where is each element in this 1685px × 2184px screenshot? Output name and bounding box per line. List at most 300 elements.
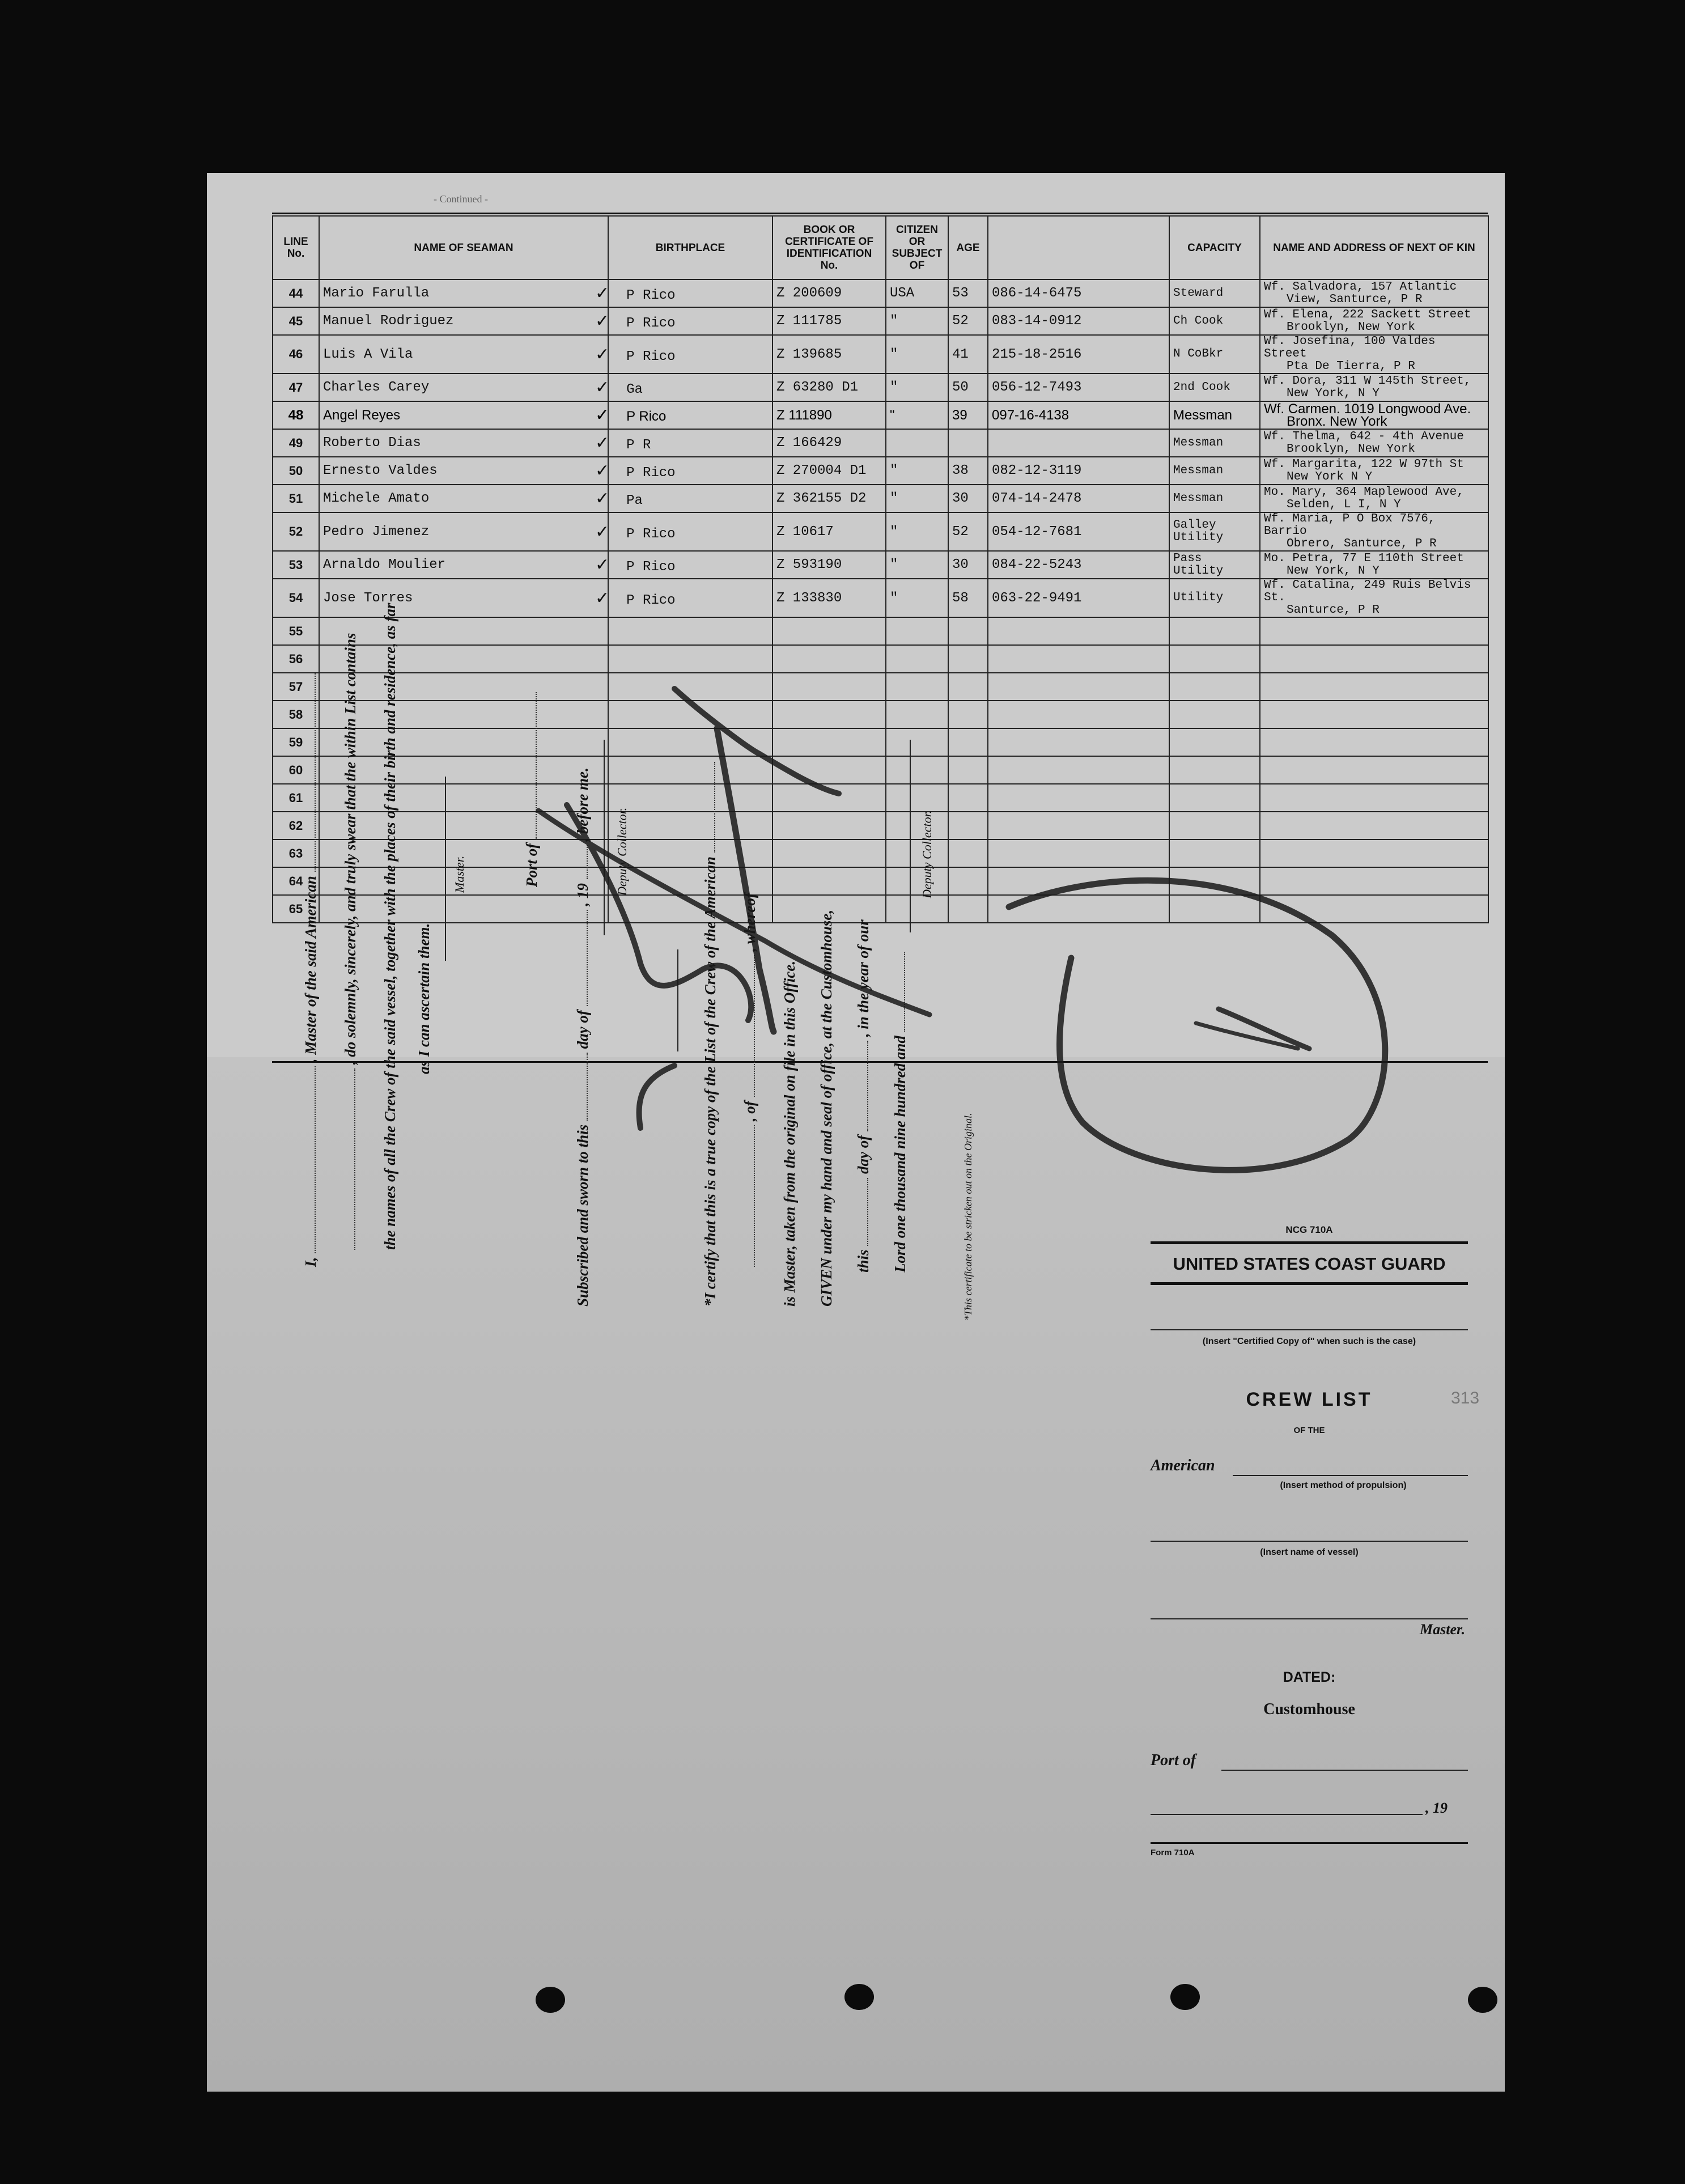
birthplace-cell [608,645,773,673]
birthplace-text: P Rico [626,559,676,575]
oath-port-of: Port of [523,692,541,887]
capacity-cell [1169,701,1260,728]
next-of-kin-cell [1260,756,1488,784]
age-cell [948,673,988,701]
table-row [273,579,1488,617]
certificate-number-cell: Z 139685 [773,335,886,374]
table-header-row [273,216,1488,279]
top-rule [272,213,1488,214]
form-code: NCG 710A [1285,1224,1333,1235]
check-mark-icon: ✓ [595,489,610,508]
kin-line-1: Wf. Elena, 222 Sackett Street [1264,308,1471,321]
cover-master-line [1151,1618,1468,1619]
kin-line-2: Obrero, Santurce, P R [1287,537,1437,550]
kin-line-2: New York, N Y [1287,564,1380,578]
age-cell: 38 [948,457,988,485]
capacity-cell: Messman [1169,429,1260,457]
punch-hole-4 [1468,1987,1497,2013]
citizenship-cell [886,784,948,812]
kin-line-2: Santurce, P R [1287,604,1380,617]
kin-line-1: Wf. Dora, 311 W 145th Street, [1264,374,1471,388]
cover-master-label: Master. [1420,1621,1466,1638]
ssn-cell [988,756,1169,784]
next-of-kin-cell [1260,812,1488,839]
propulsion-line [1233,1475,1468,1476]
seaman-name-cell [319,617,608,645]
kin-line-2: Selden, L I, N Y [1287,498,1401,511]
agency-name: UNITED STATES COAST GUARD [1173,1254,1446,1274]
seaman-name-cell: Roberto Dias [319,429,608,457]
age-cell: 50 [948,374,988,401]
seaman-name-cell [319,812,608,839]
check-mark-icon: ✓ [595,461,610,481]
age-cell [948,867,988,895]
header-book: BOOK OR CERTIFICATE OF IDENTIFICATION No. [773,216,886,279]
seaman-name-cell [319,645,608,673]
capacity-cell [1169,784,1260,812]
capacity-cell [1169,895,1260,923]
age-cell: 30 [948,485,988,512]
birthplace-text: P Rico [626,526,676,542]
line-number-cell: 49 [273,429,319,457]
citizenship-cell [886,673,948,701]
next-of-kin-cell [1260,728,1488,756]
check-mark-icon: ✓ [595,433,610,453]
seaman-name-cell [319,895,608,923]
age-cell [948,839,988,867]
age-cell [948,728,988,756]
ssn-cell: 054-12-7681 [988,512,1169,551]
certificate-number-cell [773,701,886,728]
birthplace-cell [608,617,773,645]
seaman-name-cell: Arnaldo Moulier [319,551,608,579]
seaman-name-cell [319,673,608,701]
citizenship-cell: " [886,457,948,485]
table-row [273,756,1488,784]
certificate-number-cell [773,839,886,867]
birthplace-text: P Rico [626,349,676,364]
next-of-kin-cell [1260,701,1488,728]
birthplace-cell [595,429,773,457]
check-mark-icon: ✓ [595,378,610,397]
next-of-kin-cell [1260,784,1488,812]
capacity-cell [1169,617,1260,645]
ssn-cell: 215-18-2516 [988,335,1169,374]
ssn-cell [988,429,1169,457]
ssn-cell [988,867,1169,895]
deputy-signature-line-1 [604,740,605,935]
capacity-cell: Messman [1169,485,1260,512]
crew-list-page [207,173,1505,2092]
table-row [273,895,1488,923]
table-row [273,279,1488,307]
birthplace-text: P R [626,438,651,453]
next-of-kin-cell [1260,645,1488,673]
capacity-cell: Galley Utility [1169,512,1260,551]
certificate-number-cell: Z 111890 [773,401,886,429]
citizenship-cell [886,617,948,645]
kin-line-2: Brooklyn, New York [1287,320,1415,334]
birthplace-cell [595,374,773,401]
seaman-name-cell: Jose Torres [319,579,608,617]
birthplace-cell [595,279,773,307]
header-birthplace: BIRTHPLACE [608,216,773,279]
ssn-cell [988,673,1169,701]
certificate-number-cell [773,673,886,701]
line-number-cell: 50 [273,457,319,485]
age-cell [948,812,988,839]
table-row [273,728,1488,756]
kin-line-1: Wf. Thelma, 642 - 4th Avenue [1264,430,1464,443]
age-cell: 39 [948,401,988,429]
capacity-cell [1169,867,1260,895]
seaman-name-cell: Luis A Vila [319,335,608,374]
certificate-number-cell [773,645,886,673]
seaman-name-cell: Pedro Jimenez [319,512,608,551]
insert-vessel-note: (Insert name of vessel) [1260,1547,1359,1557]
american-label: American [1151,1457,1215,1474]
citizenship-cell: " [886,485,948,512]
continued-label: - Continued - [434,193,488,205]
kin-line-2: Bronx. New York [1287,413,1387,429]
seaman-name-cell [319,728,608,756]
birthplace-cell [595,512,773,551]
punch-hole-2 [844,1984,874,2010]
birthplace-text: Pa [626,493,643,508]
cover-rule-end [1151,1842,1468,1844]
birthplace-cell [608,784,773,812]
page-number: 313 [1451,1389,1480,1407]
citizenship-cell [886,645,948,673]
kin-line-2: Pta De Tierra, P R [1287,360,1415,373]
table-row [273,485,1488,512]
seaman-name-cell [319,701,608,728]
birthplace-text: P Rico [626,288,676,303]
port-of-label: Port of [1151,1752,1196,1769]
table-row [273,812,1488,839]
master-signature-line [445,777,446,961]
line-number-cell: 51 [273,485,319,512]
ssn-cell: 063-22-9491 [988,579,1169,617]
ssn-cell [988,839,1169,867]
date-line [1151,1814,1423,1815]
next-of-kin-cell [1260,551,1488,579]
table-body [273,279,1488,923]
header-capacity: CAPACITY [1169,216,1260,279]
age-cell: 53 [948,279,988,307]
kin-line-1: Wf. Catalina, 249 Ruis Belvis St. [1264,579,1471,604]
next-of-kin-cell [1260,867,1488,895]
cover-panel [1151,1224,1480,2063]
header-age: AGE [948,216,988,279]
certificate-line-4: GIVEN under my hand and seal of office, at the Customhouse, [818,909,835,1307]
birthplace-cell [608,701,773,728]
table-row [273,784,1488,812]
line-number-cell: 65 [273,895,319,923]
birthplace-cell [595,307,773,335]
birthplace-cell [595,551,773,579]
certificate-number-cell: Z 593190 [773,551,886,579]
insert-method-note: (Insert method of propulsion) [1280,1481,1407,1490]
certificate-number-cell [773,617,886,645]
certificate-number-cell [773,728,886,756]
kin-line-2: View, Santurce, P R [1287,292,1423,306]
ssn-cell: 097-16-4138 [988,401,1169,429]
next-of-kin-cell [1260,895,1488,923]
capacity-cell: Pass Utility [1169,551,1260,579]
table-row [273,374,1488,401]
seaman-name-cell: Ernesto Valdes [319,457,608,485]
certificate-line-6: Lord one thousand nine hundred and [892,952,909,1273]
oath-master-label: Master. [452,855,466,893]
capacity-cell [1169,812,1260,839]
birthplace-cell [608,756,773,784]
cover-rule-top [1151,1241,1468,1244]
next-of-kin-cell [1260,512,1488,551]
birthplace-text: P Rico [626,409,667,424]
age-cell [948,645,988,673]
table-row [273,512,1488,551]
capacity-cell [1169,673,1260,701]
certificate-number-cell: Z 166429 [773,429,886,457]
insert-certified-note: (Insert "Certified Copy of" when such is the case) [1202,1337,1416,1346]
certificate-number-cell [773,867,886,895]
punch-hole-1 [536,1987,565,2013]
kin-line-1: Mo. Mary, 364 Maplewood Ave, [1264,485,1464,499]
check-mark-icon: ✓ [595,405,610,425]
age-cell [948,756,988,784]
header-line-no: LINE No. [273,216,319,279]
capacity-cell [1169,756,1260,784]
certificate-number-cell: Z 111785 [773,307,886,335]
certificate-number-cell: Z 270004 D1 [773,457,886,485]
dated-label: DATED: [1283,1669,1336,1685]
age-cell [948,895,988,923]
header-name: NAME OF SEAMAN [319,216,608,279]
line-number-cell: 62 [273,812,319,839]
certificate-number-cell: Z 63280 D1 [773,374,886,401]
table-row [273,429,1488,457]
seaman-name-cell [319,756,608,784]
certificate-divider [677,949,678,1051]
birthplace-cell [595,401,773,429]
line-number-cell: 59 [273,728,319,756]
birthplace-cell [595,335,773,374]
age-cell: 52 [948,307,988,335]
oath-line-1: I, , Master of the said American [302,673,320,1267]
header-citizen: CITIZEN OR SUBJECT OF [886,216,948,279]
check-mark-icon: ✓ [595,588,610,608]
age-cell [948,429,988,457]
certificate-deputy-collector: Deputy Collector. [920,810,934,898]
oath-line-2: , do solemnly, sincerely, and truly swear that the within List contains [342,633,359,1250]
table-row [273,335,1488,374]
kin-line-1: Mo. Petra, 77 E 110th Street [1264,552,1464,565]
check-mark-icon: ✓ [595,521,610,542]
kin-line-1: Wf. Josefina, 100 Valdes Street [1264,335,1436,361]
citizenship-cell: USA [886,279,948,307]
citizenship-cell [886,728,948,756]
age-cell: 52 [948,512,988,551]
line-number-cell: 58 [273,701,319,728]
vessel-name-line [1151,1541,1468,1542]
line-number-cell: 44 [273,279,319,307]
ssn-cell: 084-22-5243 [988,551,1169,579]
next-of-kin-cell [1260,335,1488,374]
age-cell [948,701,988,728]
birthplace-text: Ga [626,382,643,397]
certificate-footnote: *This certificate to be stricken out on the Original. [962,1113,974,1321]
kin-line-2: New York, N Y [1287,387,1380,400]
capacity-cell [1169,645,1260,673]
certified-copy-line [1151,1329,1468,1330]
seaman-name-cell: Angel Reyes [319,401,608,429]
seaman-name-cell: Charles Carey [319,374,608,401]
next-of-kin-cell [1260,307,1488,335]
line-number-cell: 57 [273,673,319,701]
age-cell [948,617,988,645]
birthplace-cell [608,728,773,756]
kin-line-2: Brooklyn, New York [1287,442,1415,456]
capacity-cell: Utility [1169,579,1260,617]
birthplace-cell [595,485,773,512]
ssn-cell: 074-14-2478 [988,485,1169,512]
line-number-cell: 60 [273,756,319,784]
citizenship-cell [886,839,948,867]
citizenship-cell: " [886,374,948,401]
line-number-cell: 48 [273,401,319,429]
kin-line-1: Wf. Margarita, 122 W 97th St [1264,457,1464,471]
citizenship-cell: " [886,307,948,335]
table-row [273,645,1488,673]
table-row [273,673,1488,701]
citizenship-cell: " [886,579,948,617]
oath-line-4: as I can ascertain them. [415,923,432,1074]
oath-subscribed: Subscribed and sworn to this day of , 19 , before me. [574,767,591,1307]
birthplace-text: P Rico [626,465,676,481]
certificate-line-1: *I certify that this is a true copy of the List of the Crew of the American [702,762,719,1307]
certificate-number-cell: Z 133830 [773,579,886,617]
age-cell: 58 [948,579,988,617]
line-number-cell: 53 [273,551,319,579]
line-number-cell: 56 [273,645,319,673]
crew-list-title: CREW LIST [1246,1389,1373,1410]
seaman-name-cell: Manuel Rodriguez [319,307,608,335]
citizenship-cell: " [886,512,948,551]
table-row [273,457,1488,485]
oath-name-blank [315,1066,316,1253]
certificate-number-cell [773,812,886,839]
header-blank [988,216,1169,279]
oath-deputy-collector: Deputy Collector. [615,807,629,896]
line-number-cell: 61 [273,784,319,812]
capacity-cell: Messman [1169,401,1260,429]
citizenship-cell [886,429,948,457]
age-cell [948,784,988,812]
line-number-cell: 54 [273,579,319,617]
line-number-cell: 63 [273,839,319,867]
table-row [273,307,1488,335]
seaman-name-cell: Michele Amato [319,485,608,512]
line-number-cell: 47 [273,374,319,401]
certificate-line-2: , of , whereof [741,893,759,1267]
birthplace-cell [608,673,773,701]
citizenship-cell [886,895,948,923]
certificate-line-5: this day of , in the year of our [855,919,872,1273]
citizenship-cell [886,812,948,839]
next-of-kin-cell [1260,839,1488,867]
deputy-signature-line-2 [910,740,911,932]
citizenship-cell [886,756,948,784]
kin-line-1: Wf. Salvadora, 157 Atlantic [1264,280,1457,294]
next-of-kin-cell [1260,374,1488,401]
bottom-rule [272,1061,1488,1063]
age-cell: 41 [948,335,988,374]
punch-hole-3 [1170,1984,1200,2010]
birthplace-text: P Rico [626,592,676,608]
citizenship-cell [886,867,948,895]
birthplace-cell [608,839,773,867]
next-of-kin-cell [1260,457,1488,485]
birthplace-cell [608,867,773,895]
capacity-cell: 2nd Cook [1169,374,1260,401]
capacity-cell: Ch Cook [1169,307,1260,335]
table-row [273,401,1488,429]
check-mark-icon: ✓ [595,311,610,331]
citizenship-cell [886,701,948,728]
capacity-cell [1169,839,1260,867]
check-mark-icon: ✓ [595,555,610,575]
ssn-cell [988,895,1169,923]
seaman-name-cell: Mario Farulla [319,279,608,307]
citizenship-cell: " [886,401,948,429]
year-19-label: , 19 [1425,1800,1448,1816]
ssn-cell: 083-14-0912 [988,307,1169,335]
check-mark-icon: ✓ [595,283,610,303]
oath-vessel-blank [315,673,316,872]
line-number-cell: 55 [273,617,319,645]
seaman-name-cell [319,784,608,812]
citizenship-cell: " [886,335,948,374]
capacity-cell: Messman [1169,457,1260,485]
kin-line-1: Wf. Maria, P O Box 7576, Barrio [1264,512,1436,538]
line-number-cell: 46 [273,335,319,374]
certificate-line-3: is Master, taken from the original on file in this Office. [781,960,798,1307]
ssn-cell [988,645,1169,673]
age-cell: 30 [948,551,988,579]
certificate-number-cell: Z 362155 D2 [773,485,886,512]
next-of-kin-cell [1260,617,1488,645]
birthplace-cell [595,457,773,485]
port-of-line [1221,1770,1468,1771]
table-row [273,617,1488,645]
ssn-cell [988,617,1169,645]
seaman-table [272,215,1489,923]
table-row [273,551,1488,579]
certificate-number-cell [773,756,886,784]
birthplace-text: P Rico [626,316,676,331]
cover-rule-bottom [1151,1282,1468,1285]
header-kin: NAME AND ADDRESS OF NEXT OF KIN [1260,216,1488,279]
ssn-cell [988,784,1169,812]
oath-line-3: the names of all the Crew of the said vessel, together with the places of their birth and residence, as far [381,603,398,1250]
next-of-kin-cell [1260,579,1488,617]
table-row [273,701,1488,728]
next-of-kin-cell [1260,485,1488,512]
kin-line-1: Wf. Carmen. 1019 Longwood Ave. [1264,401,1471,417]
form-number: Form 710A [1151,1848,1195,1858]
ssn-cell [988,728,1169,756]
